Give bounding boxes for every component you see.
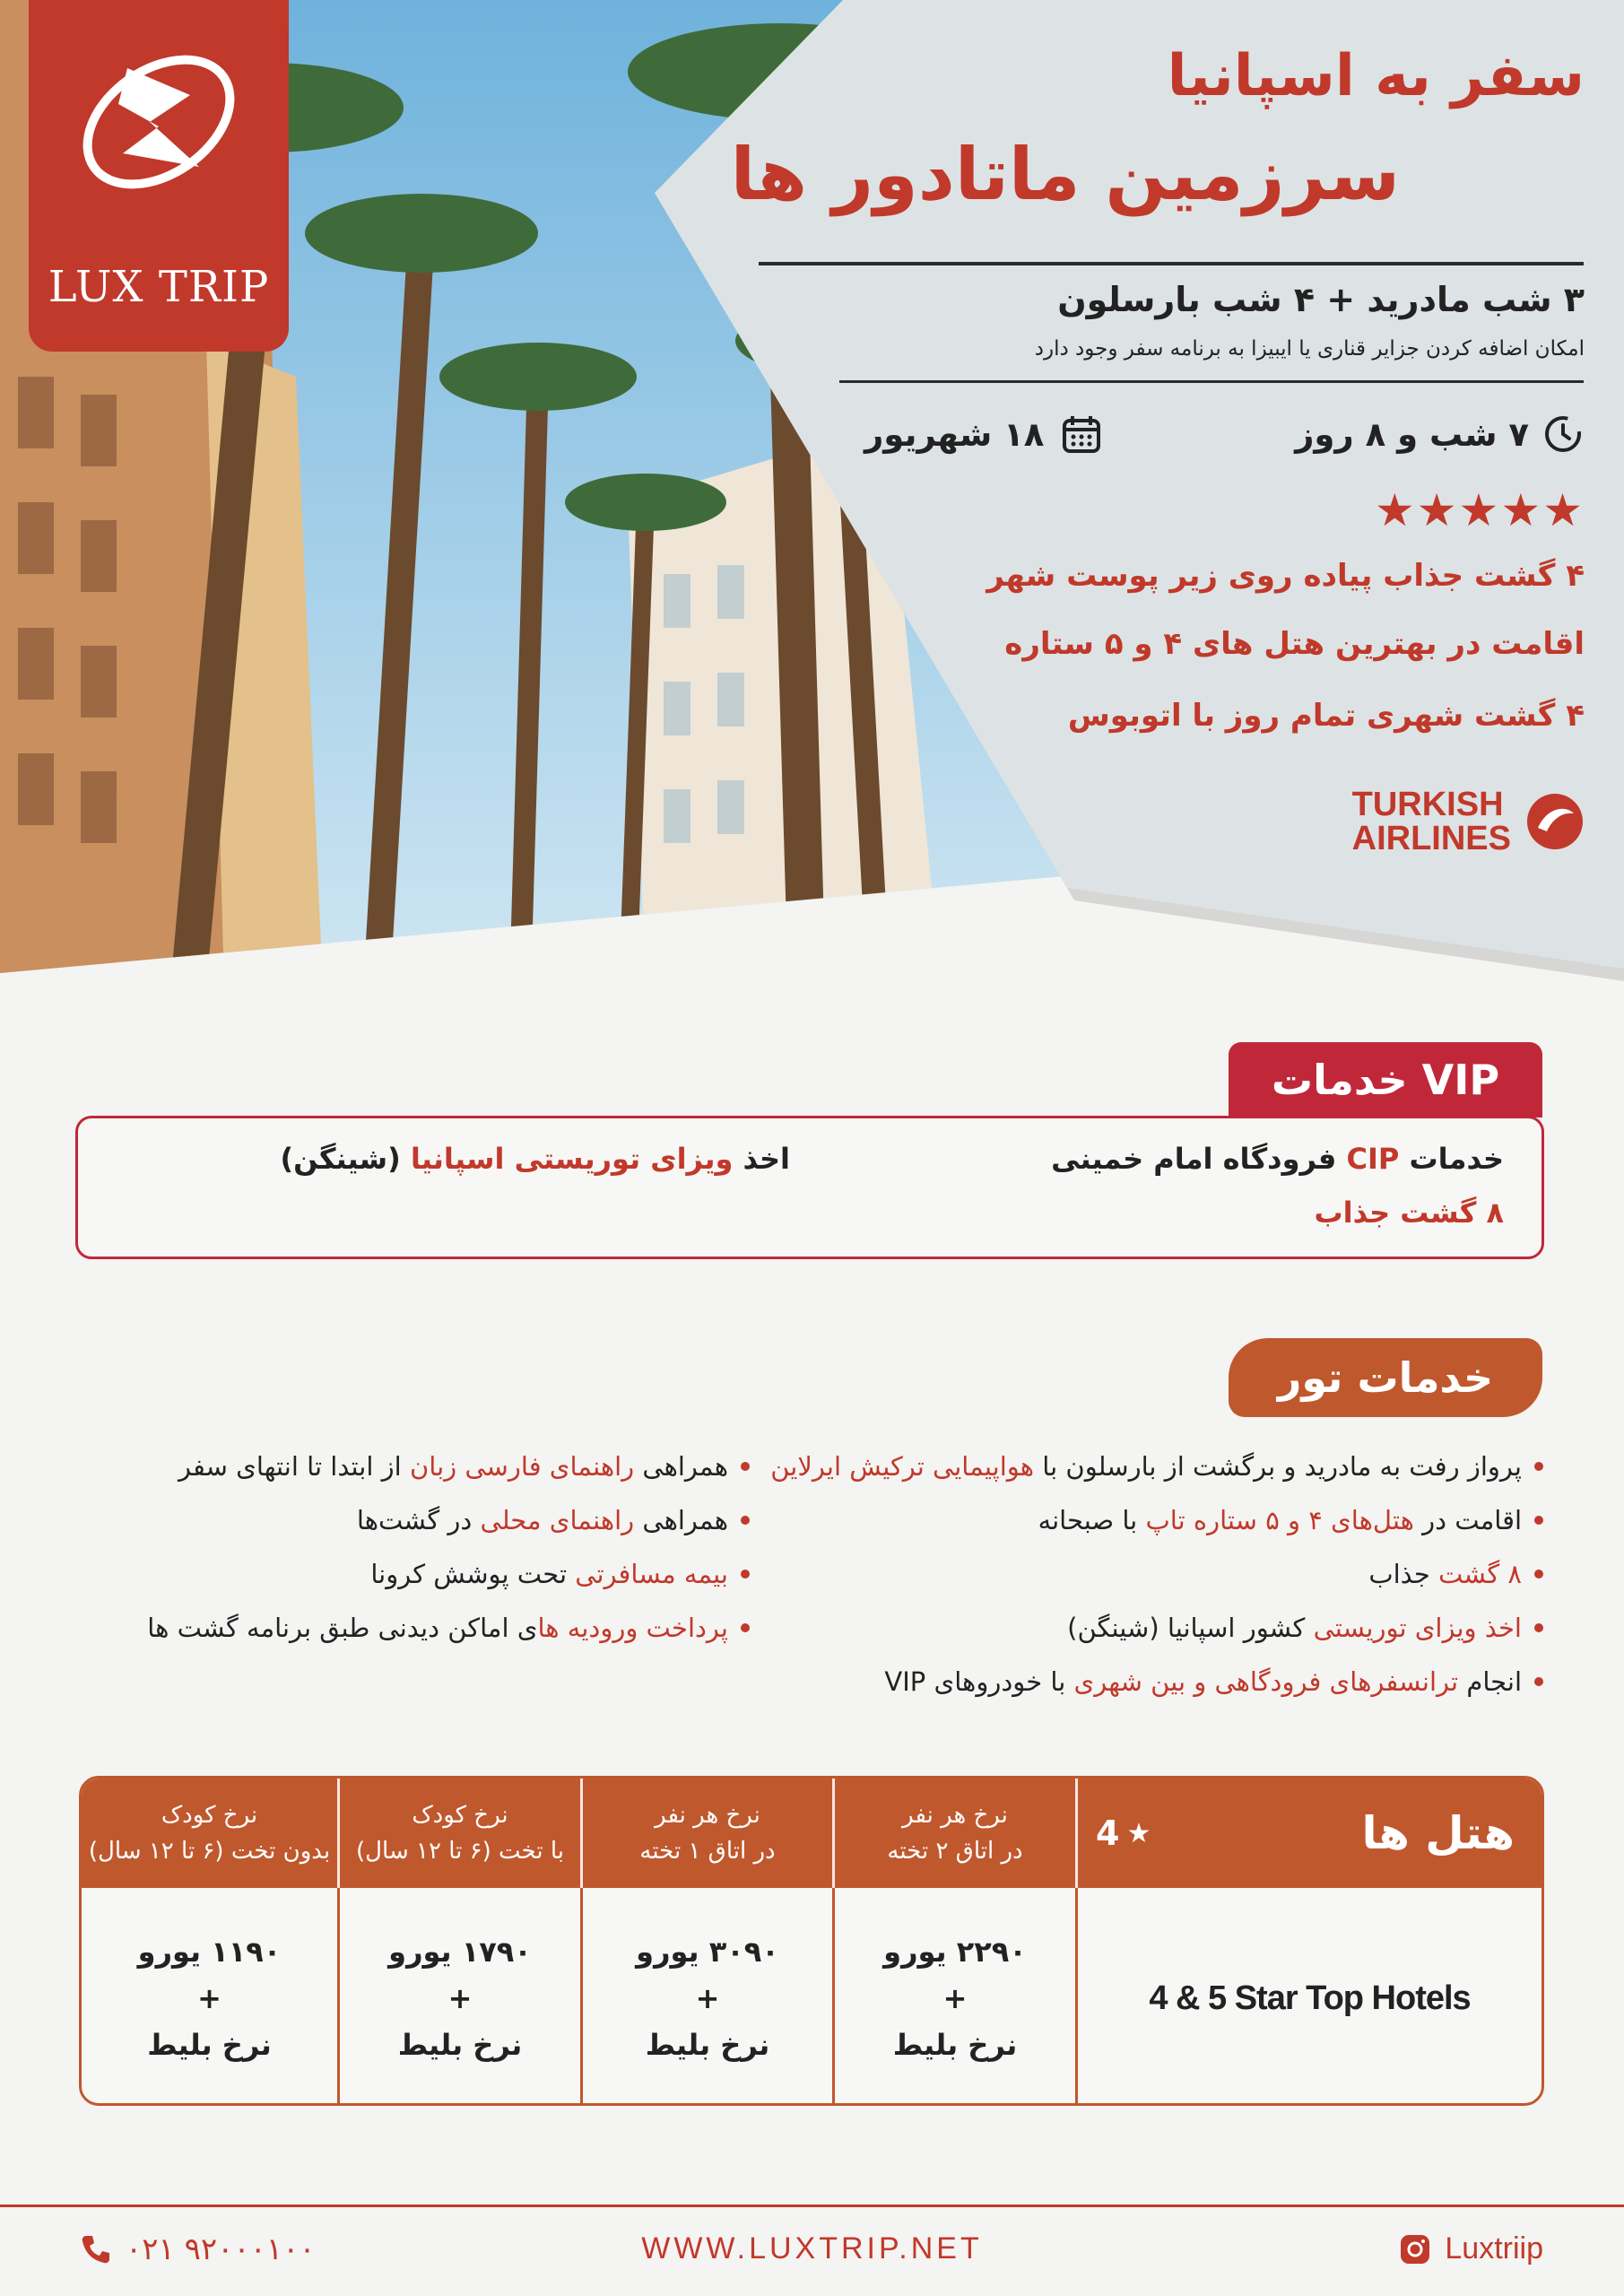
feature-1: ۴ گشت جذاب پیاده روی زیر پوست شهر (986, 558, 1585, 594)
bullet-icon (741, 1570, 750, 1578)
airline-line-1: TURKISH (1351, 786, 1504, 823)
star-count: 4 (1096, 1813, 1120, 1853)
hotels-header: هتل ها (1361, 1807, 1515, 1859)
bullet-icon (741, 1462, 750, 1471)
tour-service-item (370, 1559, 750, 1589)
title-line-1: سفر به اسپانیا (1167, 43, 1585, 109)
price-value: ۲۲۹۰ یورو (883, 1935, 1027, 1969)
airline-line-2: AIRLINES (1351, 820, 1511, 857)
tour-service-item (1067, 1613, 1543, 1643)
item-text: با صبحانه (1038, 1505, 1146, 1535)
instagram-handle: Luxtriip (1445, 2231, 1543, 2266)
vip-item-cip (1051, 1142, 1504, 1176)
calendar-icon (1060, 413, 1103, 456)
item-text: انجام (1458, 1666, 1522, 1697)
item-highlight: اخذ ویزای توریستی (1313, 1613, 1522, 1643)
item-highlight: بیمه مسافرتی (575, 1559, 728, 1589)
item-text: پرواز رفت به مادرید و برگشت از بارسلون با (1034, 1451, 1522, 1482)
divider (759, 262, 1584, 265)
ticket-note: نرخ بلیط (147, 2028, 272, 2062)
feature-2: اقامت در بهترین هتل های ۴ و ۵ ستاره (1004, 626, 1585, 662)
title-line-2: سرزمین ماتادور ها (730, 133, 1400, 216)
ticket-note: نرخ بلیط (892, 2028, 1018, 2062)
item-text: با خودروهای VIP (884, 1666, 1074, 1697)
bullet-icon (1534, 1570, 1543, 1578)
divider (839, 380, 1584, 383)
vip-item-visa (280, 1142, 790, 1176)
rating-stars: ★★★★★ (1374, 484, 1585, 536)
trip-cities: ۳ شب مادرید + ۴ شب بارسلون (1057, 280, 1585, 319)
vip-item-text: اخذ (733, 1142, 790, 1176)
tour-service-item (1038, 1505, 1543, 1535)
instagram-icon (1398, 2232, 1432, 2266)
item-text: اقامت در (1413, 1505, 1522, 1535)
item-highlight: ترانسفرهای فرودگاهی و بین شهری (1073, 1666, 1459, 1697)
price-cell (340, 1888, 580, 2106)
brand-logo[interactable] (29, 0, 289, 352)
item-text: ی اماکن دیدنی طبق برنامه گشت ها (147, 1613, 538, 1643)
plus-sign: + (197, 1981, 221, 2015)
header-line-1: نرخ کودک (412, 1802, 508, 1829)
price-cell (583, 1888, 832, 2106)
date-text: ۱۸ شهریور (864, 414, 1045, 454)
vip-item-tours: ۸ گشت جذاب (1314, 1196, 1504, 1230)
vip-item-text: خدمات (1399, 1142, 1504, 1176)
tour-service-item (1368, 1559, 1543, 1589)
phone-number: ۰۲۱ ۹۲۰۰۰۱۰۰ (126, 2231, 316, 2267)
star-rating-header (1096, 1779, 1151, 1888)
price-value: ۳۰۹۰ یورو (636, 1935, 779, 1969)
luxtrip-logo-icon (74, 32, 244, 212)
vip-item-text: (شینگن) (280, 1142, 411, 1176)
price-table (79, 1776, 1544, 2106)
ticket-note: نرخ بلیط (397, 2028, 523, 2062)
bullet-icon (741, 1623, 750, 1632)
item-text: در گشت‌ها (356, 1505, 481, 1535)
header-single-room (583, 1779, 832, 1888)
item-text: همراهی (634, 1505, 728, 1535)
star-icon: ★ (1126, 1817, 1151, 1849)
item-text: جذاب (1368, 1559, 1439, 1589)
price-cell (82, 1888, 337, 2106)
tour-service-item (770, 1451, 1543, 1482)
item-highlight: هتل‌های ۴ و ۵ ستاره تاپ (1145, 1505, 1414, 1535)
tour-service-item (884, 1666, 1543, 1697)
tour-service-item (147, 1613, 750, 1643)
item-highlight: راهنمای محلی (480, 1505, 635, 1535)
footer-instagram[interactable] (1398, 2231, 1543, 2266)
price-value: ۱۱۹۰ یورو (137, 1935, 282, 1969)
item-text: تحت پوشش کرونا (370, 1559, 576, 1589)
item-text: همراهی (634, 1451, 728, 1482)
trip-duration (1295, 413, 1585, 456)
footer-website[interactable]: WWW.LUXTRIP.NET (641, 2231, 983, 2266)
header-hotels-cell (1078, 1779, 1541, 1888)
bullet-icon (1534, 1462, 1543, 1471)
logo-wordmark: LUX TRIP (48, 262, 270, 312)
bullet-icon (741, 1516, 750, 1525)
price-cell (835, 1888, 1075, 2106)
item-text: از ابتدا تا انتهای سفر (178, 1451, 410, 1482)
vip-item-text: فرودگاه امام خمینی (1051, 1142, 1347, 1176)
bullet-icon (1534, 1516, 1543, 1525)
header-line-2: بدون تخت (۶ تا ۱۲ سال) (88, 1838, 331, 1865)
header-line-1: نرخ هر نفر (902, 1802, 1008, 1829)
ticket-note: نرخ بلیط (645, 2028, 770, 2062)
header-child-no-bed (82, 1779, 337, 1888)
turkish-airlines-icon (1525, 792, 1585, 851)
header-child-with-bed (340, 1779, 580, 1888)
vip-services-box (75, 1116, 1544, 1259)
header-double-room (835, 1779, 1075, 1888)
header-line-2: در اتاق ۱ تخته (639, 1838, 776, 1865)
vip-services-tag: خدمات VIP (1229, 1042, 1542, 1118)
plus-sign: + (447, 1981, 473, 2015)
tour-service-item (357, 1505, 750, 1535)
feature-3: ۴ گشت شهری تمام روز با اتوبوس (1067, 698, 1585, 734)
header-line-2: در اتاق ۲ تخته (887, 1838, 1023, 1865)
bullet-icon (1534, 1677, 1543, 1686)
plus-sign: + (695, 1981, 720, 2015)
price-value: ۱۷۹۰ یورو (388, 1935, 532, 1969)
header-line-1: نرخ کودک (161, 1802, 258, 1829)
tour-service-item (178, 1451, 750, 1482)
plus-sign: + (942, 1981, 968, 2015)
airline-logo (1352, 787, 1585, 856)
trip-date (864, 413, 1103, 456)
tour-services-tag: خدمات تور (1229, 1338, 1542, 1417)
item-highlight: ۸ گشت (1438, 1559, 1522, 1589)
item-highlight: هواپیمایی ترکیش ایرلاین (770, 1451, 1035, 1482)
clock-icon (1541, 413, 1585, 456)
hotel-name: 4 & 5 Star Top Hotels (1149, 1979, 1471, 2017)
duration-text: ۷ شب و ۸ روز (1295, 414, 1529, 454)
header-line-2: با تخت (۶ تا ۱۲ سال) (356, 1838, 564, 1865)
header-line-1: نرخ هر نفر (655, 1802, 760, 1829)
item-text: کشور اسپانیا (شینگن) (1067, 1613, 1314, 1643)
airline-name (1352, 787, 1511, 856)
item-highlight: پرداخت ورودیه ها (537, 1613, 728, 1643)
item-highlight: راهنمای فارسی زبان (409, 1451, 635, 1482)
hero-section (0, 0, 1624, 987)
footer-divider (0, 2205, 1624, 2207)
vip-item-highlight: ویزای توریستی اسپانیا (410, 1142, 734, 1176)
vip-item-highlight: CIP (1346, 1142, 1400, 1176)
trip-note: امکان اضافه کردن جزایر قناری یا ایبیزا به برنامه سفر وجود دارد (1034, 337, 1585, 361)
bullet-icon (1534, 1623, 1543, 1632)
